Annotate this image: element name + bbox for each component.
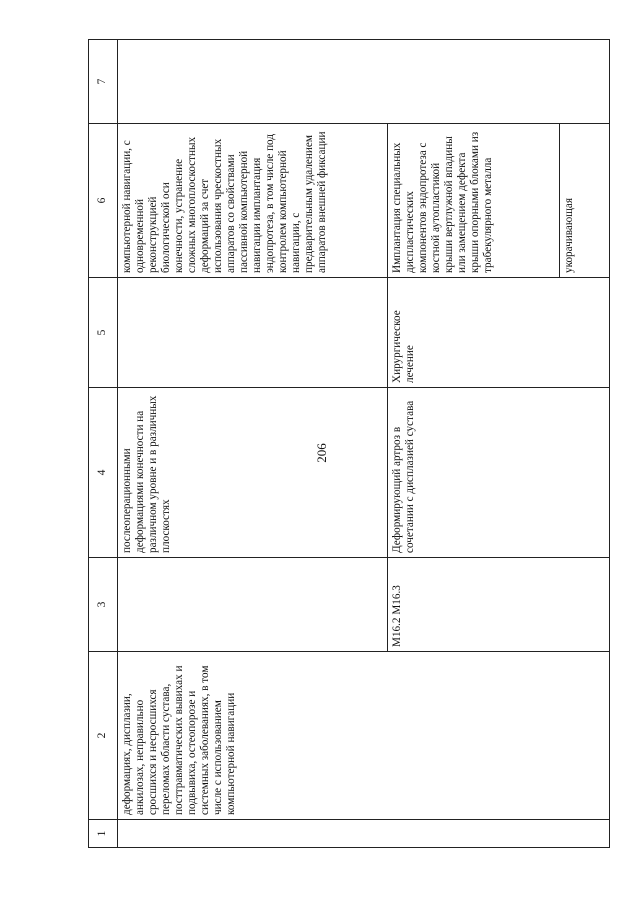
method-continuation: укорачивающая	[563, 198, 575, 273]
cell-extra	[118, 40, 610, 124]
cell-condition: Деформирующий артроз в сочетании с дисплазией сустава	[388, 388, 610, 558]
page-number: 206	[313, 443, 329, 463]
table-container	[88, 40, 610, 848]
cell-method-split	[388, 124, 610, 278]
cell-number	[118, 820, 610, 848]
cell-icd-code: M16.2 M16.3	[388, 558, 610, 652]
cell-method: компьютерной навигации, с одновременной реконструкцией биологической оси конечности, устранение сложных многоплоскостных деформаций за счет использования чрескостных аппаратов со свойствами пассивной компьютерной навигации имплантация эндопротеза, в том числе под контролем компьютерной навигации, с предварительным удалением аппаратов внешней фиксации	[118, 124, 388, 278]
header-col-1: 1	[89, 820, 118, 848]
header-col-4: 4	[89, 388, 118, 558]
header-col-6: 6	[89, 124, 118, 278]
cell-treatment-type	[118, 278, 388, 388]
header-row	[89, 40, 118, 848]
header-col-2: 2	[89, 652, 118, 820]
procedures-table	[88, 39, 610, 848]
header-col-3: 3	[89, 558, 118, 652]
cell-treatment-type: Хирургическое лечение	[388, 278, 610, 388]
header-col-5: 5	[89, 278, 118, 388]
cell-indication: деформациях, дисплазии, анкилозах, неправильно сросшихся и несросшихся переломах области сустава, посттравматических вывихах и подвывиха, остеопорозе и системных заболеваниях, в том числе с использованием компьютерной навигации	[118, 652, 610, 820]
cell-icd-code	[118, 558, 388, 652]
method-text: Имплантация специальных диспластических компонентов эндопротеза с костной аутопластикой крыши вертлужной впадины или замещением дефекта крыши опорными блоками из трабекулярного металла	[388, 124, 560, 277]
table-row	[118, 40, 388, 848]
cell-condition: послеоперационными деформациями конечности на различном уровне и в различных плоскостях	[118, 388, 388, 558]
header-col-7: 7	[89, 40, 118, 124]
